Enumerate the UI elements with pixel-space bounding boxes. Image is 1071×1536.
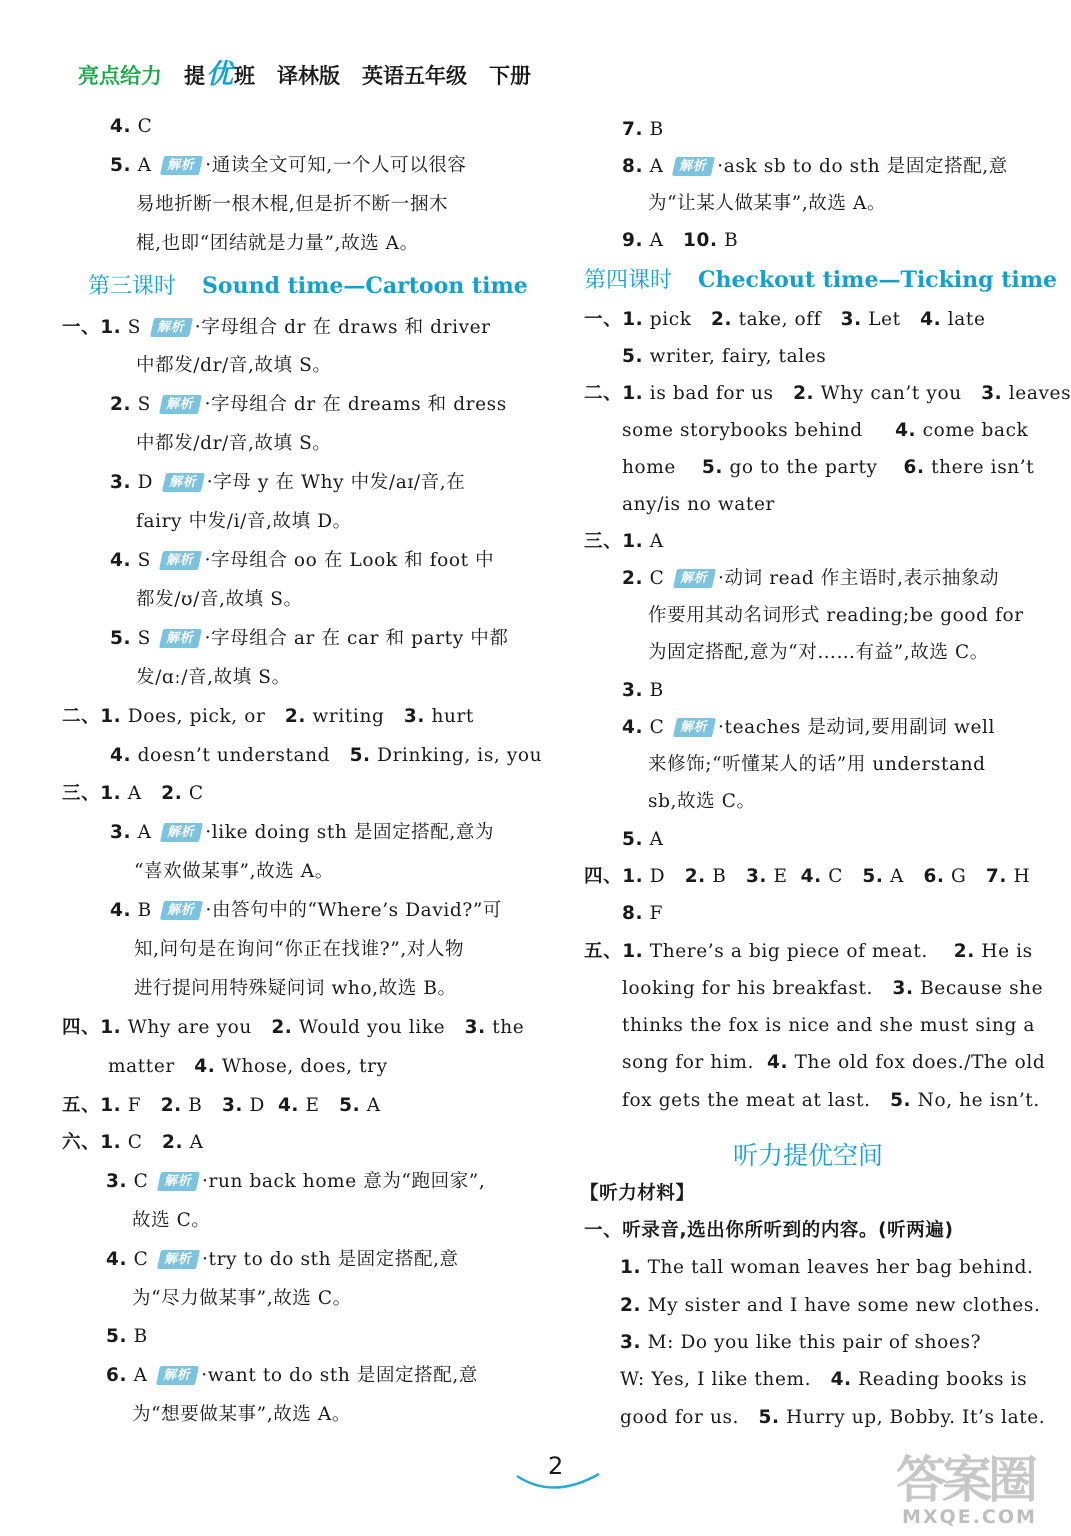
answer-line: 中都发/dr/音,故填 S。 <box>136 355 332 376</box>
answer-line: 6. A 解析 ·want to do sth 是固定搭配,意 <box>106 1365 478 1386</box>
header-ti: 提 <box>184 64 205 88</box>
answer-line: 2. S 解析 ·字母组合 dr 在 dreams 和 dress <box>110 394 507 415</box>
answer-line: 3. M: Do you like this pair of shoes? <box>620 1332 982 1353</box>
page-header <box>78 52 531 88</box>
answer-line: 8. A 解析 ·ask sb to do sth 是固定搭配,意 <box>622 156 1008 177</box>
section-title-lesson3: 第三课时 Sound time—Cartoon time <box>88 273 528 299</box>
analysis-tag: 解析 <box>160 823 203 842</box>
answer-line: 2. My sister and I have some new clothes. <box>620 1295 1041 1316</box>
answer-line: 五、1. F 2. B 3. D 4. E 5. A <box>62 1095 381 1116</box>
answer-line: fox gets the meat at last. 5. No, he isn’t. <box>622 1090 1040 1111</box>
answer-line: 3. D 解析 ·字母 y 在 Why 中发/aɪ/音,在 <box>110 472 466 493</box>
analysis-tag: 解析 <box>157 1172 200 1191</box>
answer-line: 一、1. pick 2. take, off 3. Let 4. late <box>584 309 986 330</box>
listening-material-label: 【听力材料】 <box>580 1183 695 1204</box>
header-you: 优 <box>206 59 233 90</box>
page-number: 2 <box>548 1452 564 1480</box>
analysis-tag: 解析 <box>159 629 202 648</box>
answer-line: 为固定搭配,意为“对……有益”,故选 C。 <box>648 642 989 663</box>
answer-line: 二、1. is bad for us 2. Why can’t you 3. leaves <box>584 383 1071 404</box>
answer-line: 三、1. A 2. C <box>62 783 204 804</box>
answer-line: 5. A 解析 ·通读全文可知,一个人可以很容 <box>110 155 467 176</box>
answer-line: 作要用其动名词形式 reading;be good for <box>648 605 1024 626</box>
answer-line: 4. C <box>110 116 153 137</box>
answer-line: 四、1. Why are you 2. Would you like 3. the <box>62 1017 525 1038</box>
watermark-logo <box>892 1440 1057 1532</box>
answer-line: 六、1. C 2. A <box>62 1132 204 1153</box>
answer-line: 8. F <box>622 903 664 924</box>
answer-line: matter 4. Whose, does, try <box>108 1056 388 1077</box>
answer-line: 一、1. S 解析 ·字母组合 dr 在 draws 和 driver <box>62 317 491 338</box>
answer-line: 进行提问用特殊疑问词 who,故选 B。 <box>134 978 457 999</box>
answer-line: 4. S 解析 ·字母组合 oo 在 Look 和 foot 中 <box>110 550 495 571</box>
header-brand: 亮点给力 <box>78 64 162 88</box>
listening-section-title: 听力提优空间 <box>733 1141 884 1170</box>
answer-line: home 5. go to the party 6. there isn’t <box>622 457 1035 478</box>
answer-line: fairy 中发/i/音,故填 D。 <box>136 511 352 532</box>
answer-line: 3. C 解析 ·run back home 意为“跑回家”, <box>106 1171 486 1192</box>
answer-line: 中都发/dr/音,故填 S。 <box>136 433 332 454</box>
watermark-text: 答案圈 <box>896 1451 1034 1509</box>
answer-line: 三、1. A <box>584 531 664 552</box>
header-ban: 班 <box>234 64 255 88</box>
answer-line: 9. A 10. B <box>622 230 739 251</box>
answer-line: 发/ɑː/音,故填 S。 <box>136 667 291 688</box>
answer-line: 棍,也即“团结就是力量”,故选 A。 <box>136 233 419 254</box>
section-title-lesson4: 第四课时 Checkout time—Ticking time <box>584 267 1057 293</box>
answer-line: song for him. 4. The old fox does./The old <box>622 1052 1046 1073</box>
answer-line: 为“让某人做某事”,故选 A。 <box>648 193 887 214</box>
answer-line: 2. C 解析 ·动词 read 作主语时,表示抽象动 <box>622 568 1000 589</box>
analysis-tag: 解析 <box>160 901 203 920</box>
page-number-swoosh <box>513 1466 603 1496</box>
answer-line: 故选 C。 <box>132 1210 211 1231</box>
answer-line: 易地折断一根木棍,但是折不断一捆木 <box>136 194 449 215</box>
analysis-tag: 解析 <box>157 1250 200 1269</box>
analysis-tag: 解析 <box>150 318 193 337</box>
listening-question-title: 一、听录音,选出你所听到的内容。(听两遍) <box>584 1220 954 1241</box>
answer-line: 知,问句是在询问“你正在找谁?”,对人物 <box>134 939 465 960</box>
answer-line: 都发/ʊ/音,故填 S。 <box>136 589 303 610</box>
answer-line: “喜欢做某事”,故选 A。 <box>134 861 334 882</box>
analysis-tag: 解析 <box>672 157 715 176</box>
analysis-tag: 解析 <box>156 1366 199 1385</box>
answer-line: 4. C 解析 ·try to do sth 是固定搭配,意 <box>106 1249 459 1270</box>
analysis-tag: 解析 <box>161 473 204 492</box>
answer-line: 4. C 解析 ·teaches 是动词,要用副词 well <box>622 717 996 738</box>
answer-line: 3. B <box>622 680 664 701</box>
answer-line: thinks the fox is nice and she must sing a <box>622 1015 1036 1036</box>
answer-line: 来修饰;“听懂某人的话”用 understand <box>648 754 986 775</box>
answer-line: 为“想要做某事”,故选 A。 <box>132 1404 351 1425</box>
answer-line: 5. writer, fairy, tales <box>622 346 827 367</box>
answer-line: 3. A 解析 ·like doing sth 是固定搭配,意为 <box>110 822 495 843</box>
answer-line: good for us. 5. Hurry up, Bobby. It’s late. <box>620 1407 1046 1428</box>
analysis-tag: 解析 <box>159 395 202 414</box>
analysis-tag: 解析 <box>159 551 202 570</box>
watermark-url: MXQE.COM <box>902 1506 1037 1528</box>
answer-line: 5. S 解析 ·字母组合 ar 在 car 和 party 中都 <box>110 628 509 649</box>
answer-line: 1. The tall woman leaves her bag behind. <box>620 1257 1034 1278</box>
analysis-tag: 解析 <box>673 569 716 588</box>
answer-line: 四、1. D 2. B 3. E 4. C 5. A 6. G 7. H <box>584 866 1031 887</box>
answer-line: looking for his breakfast. 3. Because she <box>622 978 1044 999</box>
answer-line: 为“尽力做某事”,故选 C。 <box>132 1288 352 1309</box>
answer-line: 4. B 解析 ·由答句中的“Where’s David?”可 <box>110 900 503 921</box>
analysis-tag: 解析 <box>673 718 716 737</box>
answer-line: 5. B <box>106 1326 148 1347</box>
answer-line: 4. doesn’t understand 5. Drinking, is, you <box>110 745 543 766</box>
answer-line: 5. A <box>622 829 664 850</box>
header-edition: 译林版 <box>277 64 340 88</box>
answer-line: W: Yes, I like them. 4. Reading books is <box>620 1369 1028 1390</box>
header-volume: 下册 <box>489 64 531 88</box>
answer-line: 7. B <box>622 119 664 140</box>
answer-line: some storybooks behind 4. come back <box>622 420 1029 441</box>
answer-line: 五、1. There’s a big piece of meat. 2. He is <box>584 941 1033 962</box>
answer-line: any/is no water <box>622 494 775 515</box>
answer-line: sb,故选 C。 <box>648 791 756 812</box>
answer-line: 二、1. Does, pick, or 2. writing 3. hurt <box>62 706 474 727</box>
header-subject: 英语五年级 <box>362 64 467 88</box>
analysis-tag: 解析 <box>160 156 203 175</box>
